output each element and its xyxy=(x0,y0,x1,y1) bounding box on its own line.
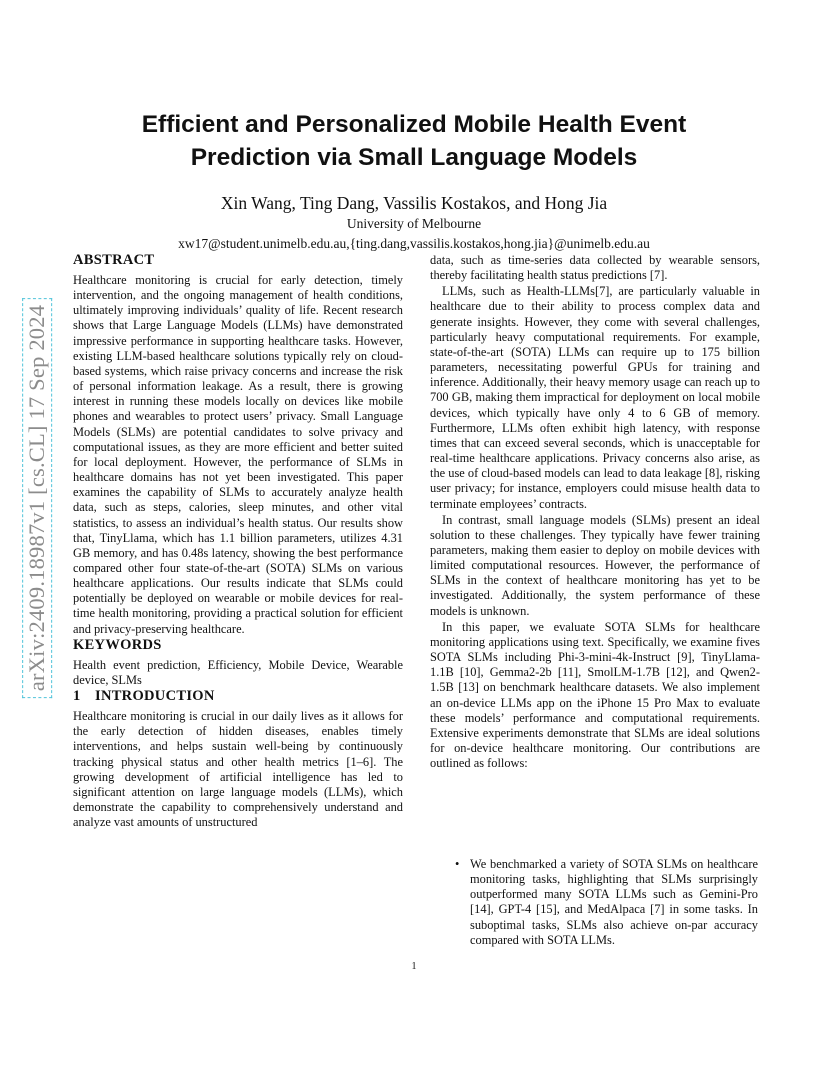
list-item xyxy=(452,857,758,948)
paper-title xyxy=(60,108,768,174)
intro-paragraph-1-continued: data, such as time-series data collected by wearable sensors, thereby facilitating health status predictions [7]. xyxy=(430,253,760,283)
paper-title-line-2: Prediction via Small Language Models xyxy=(190,144,638,171)
right-column xyxy=(430,253,760,771)
page-number: 1 xyxy=(411,961,417,972)
author-list: Xin Wang, Ting Dang, Vassilis Kostakos, and Hong Jia xyxy=(220,193,608,213)
arxiv-identifier-text: arXiv:2409.18987v1 [cs.CL] 17 Sep 2024 xyxy=(22,297,52,697)
contributions-list xyxy=(452,857,758,948)
paper-title-line-1: Efficient and Personalized Mobile Health Event xyxy=(141,111,687,138)
intro-paragraph-1: Healthcare monitoring is crucial in our daily lives as it allows for the early detection of hidden diseases, enables timely interventions, and helps sustain well-being by continuously tracking physical status and other health metrics [1–6]. The growing development of artificial intelligence has led to significant attention on large language models (LLMs), which demonstrate the capability to comprehensively understand and analyze vast amounts of unstructured xyxy=(73,709,403,830)
author-emails: xw17@student.unimelb.edu.au,{ting.dang,vassilis.kostakos,hong.jia}@unimelb.edu.au xyxy=(178,236,650,251)
section-title: INTRODUCTION xyxy=(95,688,215,705)
intro-paragraph-2: LLMs, such as Health-LLMs[7], are particularly valuable in healthcare due to their ability to process complex data and generate insights. However, they come with several challenges, particularly heavy computational requirements. For example, state-of-the-art (SOTA) LLMs can require up to 175 billion parameters, necessitating powerful GPUs for training and inference. Additionally, their heavy memory usage can reach up to 700 GB, making them impractical for deployment on local mobile devices, which typically have only 4 to 6 GB of memory. Furthermore, LLMs often exhibit high latency, with response times that can exceed several seconds, which is unacceptable for real-time healthcare applications. Privacy concerns also arise, as the use of cloud-based models can lead to data leakage [8], risking user privacy; for instance, employers could misuse health data to terminate employees’ contracts. xyxy=(430,284,760,511)
keywords-heading: KEYWORDS xyxy=(73,636,162,653)
section-number: 1 xyxy=(73,688,81,705)
intro-paragraph-4: In this paper, we evaluate SOTA SLMs for healthcare monitoring applications using text. Specifically, we examine fives SOTA SLMs including Phi-3-mini-4k-Instruct [9], TinyLlama-1.1B [10], Gemma2-2b [11], SmolLM-1.7B [12], and Qwen2-1.5B [13] on benchmark healthcare datasets. We also implement an on-device LLMs app on the iPhone 15 Pro Max to evaluate these models’ performance and computational requirements. Extensive experiments demonstrate that SLMs are ideal solutions for on-device healthcare monitoring. Our contributions are outlined as follows: xyxy=(430,619,760,771)
affiliation: University of Melbourne xyxy=(346,216,482,231)
introduction-heading xyxy=(73,688,403,705)
arxiv-identifier xyxy=(22,260,52,735)
abstract-heading: ABSTRACT xyxy=(73,252,155,268)
contribution-text: We benchmarked a variety of SOTA SLMs on healthcare monitoring tasks, highlighting that SLMs surprisingly outperformed many SOTA LLMs such as Gemini-Pro [14], GPT-4 [15], and MedAlpaca [7] in some tasks. In suboptimal tasks, SLMs also achieve on-par accuracy compared with SOTA LLMs. xyxy=(470,857,758,947)
title-block xyxy=(60,108,768,252)
left-column xyxy=(73,252,403,830)
keywords-text: Health event prediction, Efficiency, Mobile Device, Wearable device, SLMs xyxy=(73,657,403,687)
bullet-icon: • xyxy=(455,857,460,871)
intro-paragraph-3: In contrast, small language models (SLMs) present an ideal solution to these challenges. They typically have fewer training parameters, making them easier to deploy on mobile devices with limited computational resources. However, the performance of SLMs in the context of healthcare monitoring has yet to be investigated. Additionally, the system performance of these models is unknown. xyxy=(430,512,760,618)
abstract-text: Healthcare monitoring is crucial for early detection, timely intervention, and the ongoing management of health conditions, ultimately improving individuals’ quality of life. Recent research shows that Large Language Models (LLMs) have demonstrated impressive performance in supporting healthcare tasks. However, existing LLM-based healthcare solutions typically rely on cloud-based systems, which raise privacy concerns and increase the risk of personal information leakage. As a result, there is growing interest in running these models locally on devices like mobile phones and wearables to protect users’ privacy. Small Language Models (SLMs) are potential candidates to solve privacy and computational issues, as they are more efficient and better suited for local deployment. However, the performance of SLMs in healthcare domains has not yet been investigated. This paper examines the capability of SLMs to accurately analyze health data, such as steps, calories, sleep minutes, and other vital statistics, to assess an individual’s health status. Our results show that, TinyLlama, which has 1.1 billion parameters, utilizes 4.31 GB memory, and has 0.48s latency, showing the best performance compared other four state-of-the-art (SOTA) SLMs on various healthcare applications. Our results indicate that SLMs could potentially be deployed on wearable or mobile devices for real-time health monitoring, providing a practical solution for efficient and privacy-preserving healthcare. xyxy=(73,273,403,636)
